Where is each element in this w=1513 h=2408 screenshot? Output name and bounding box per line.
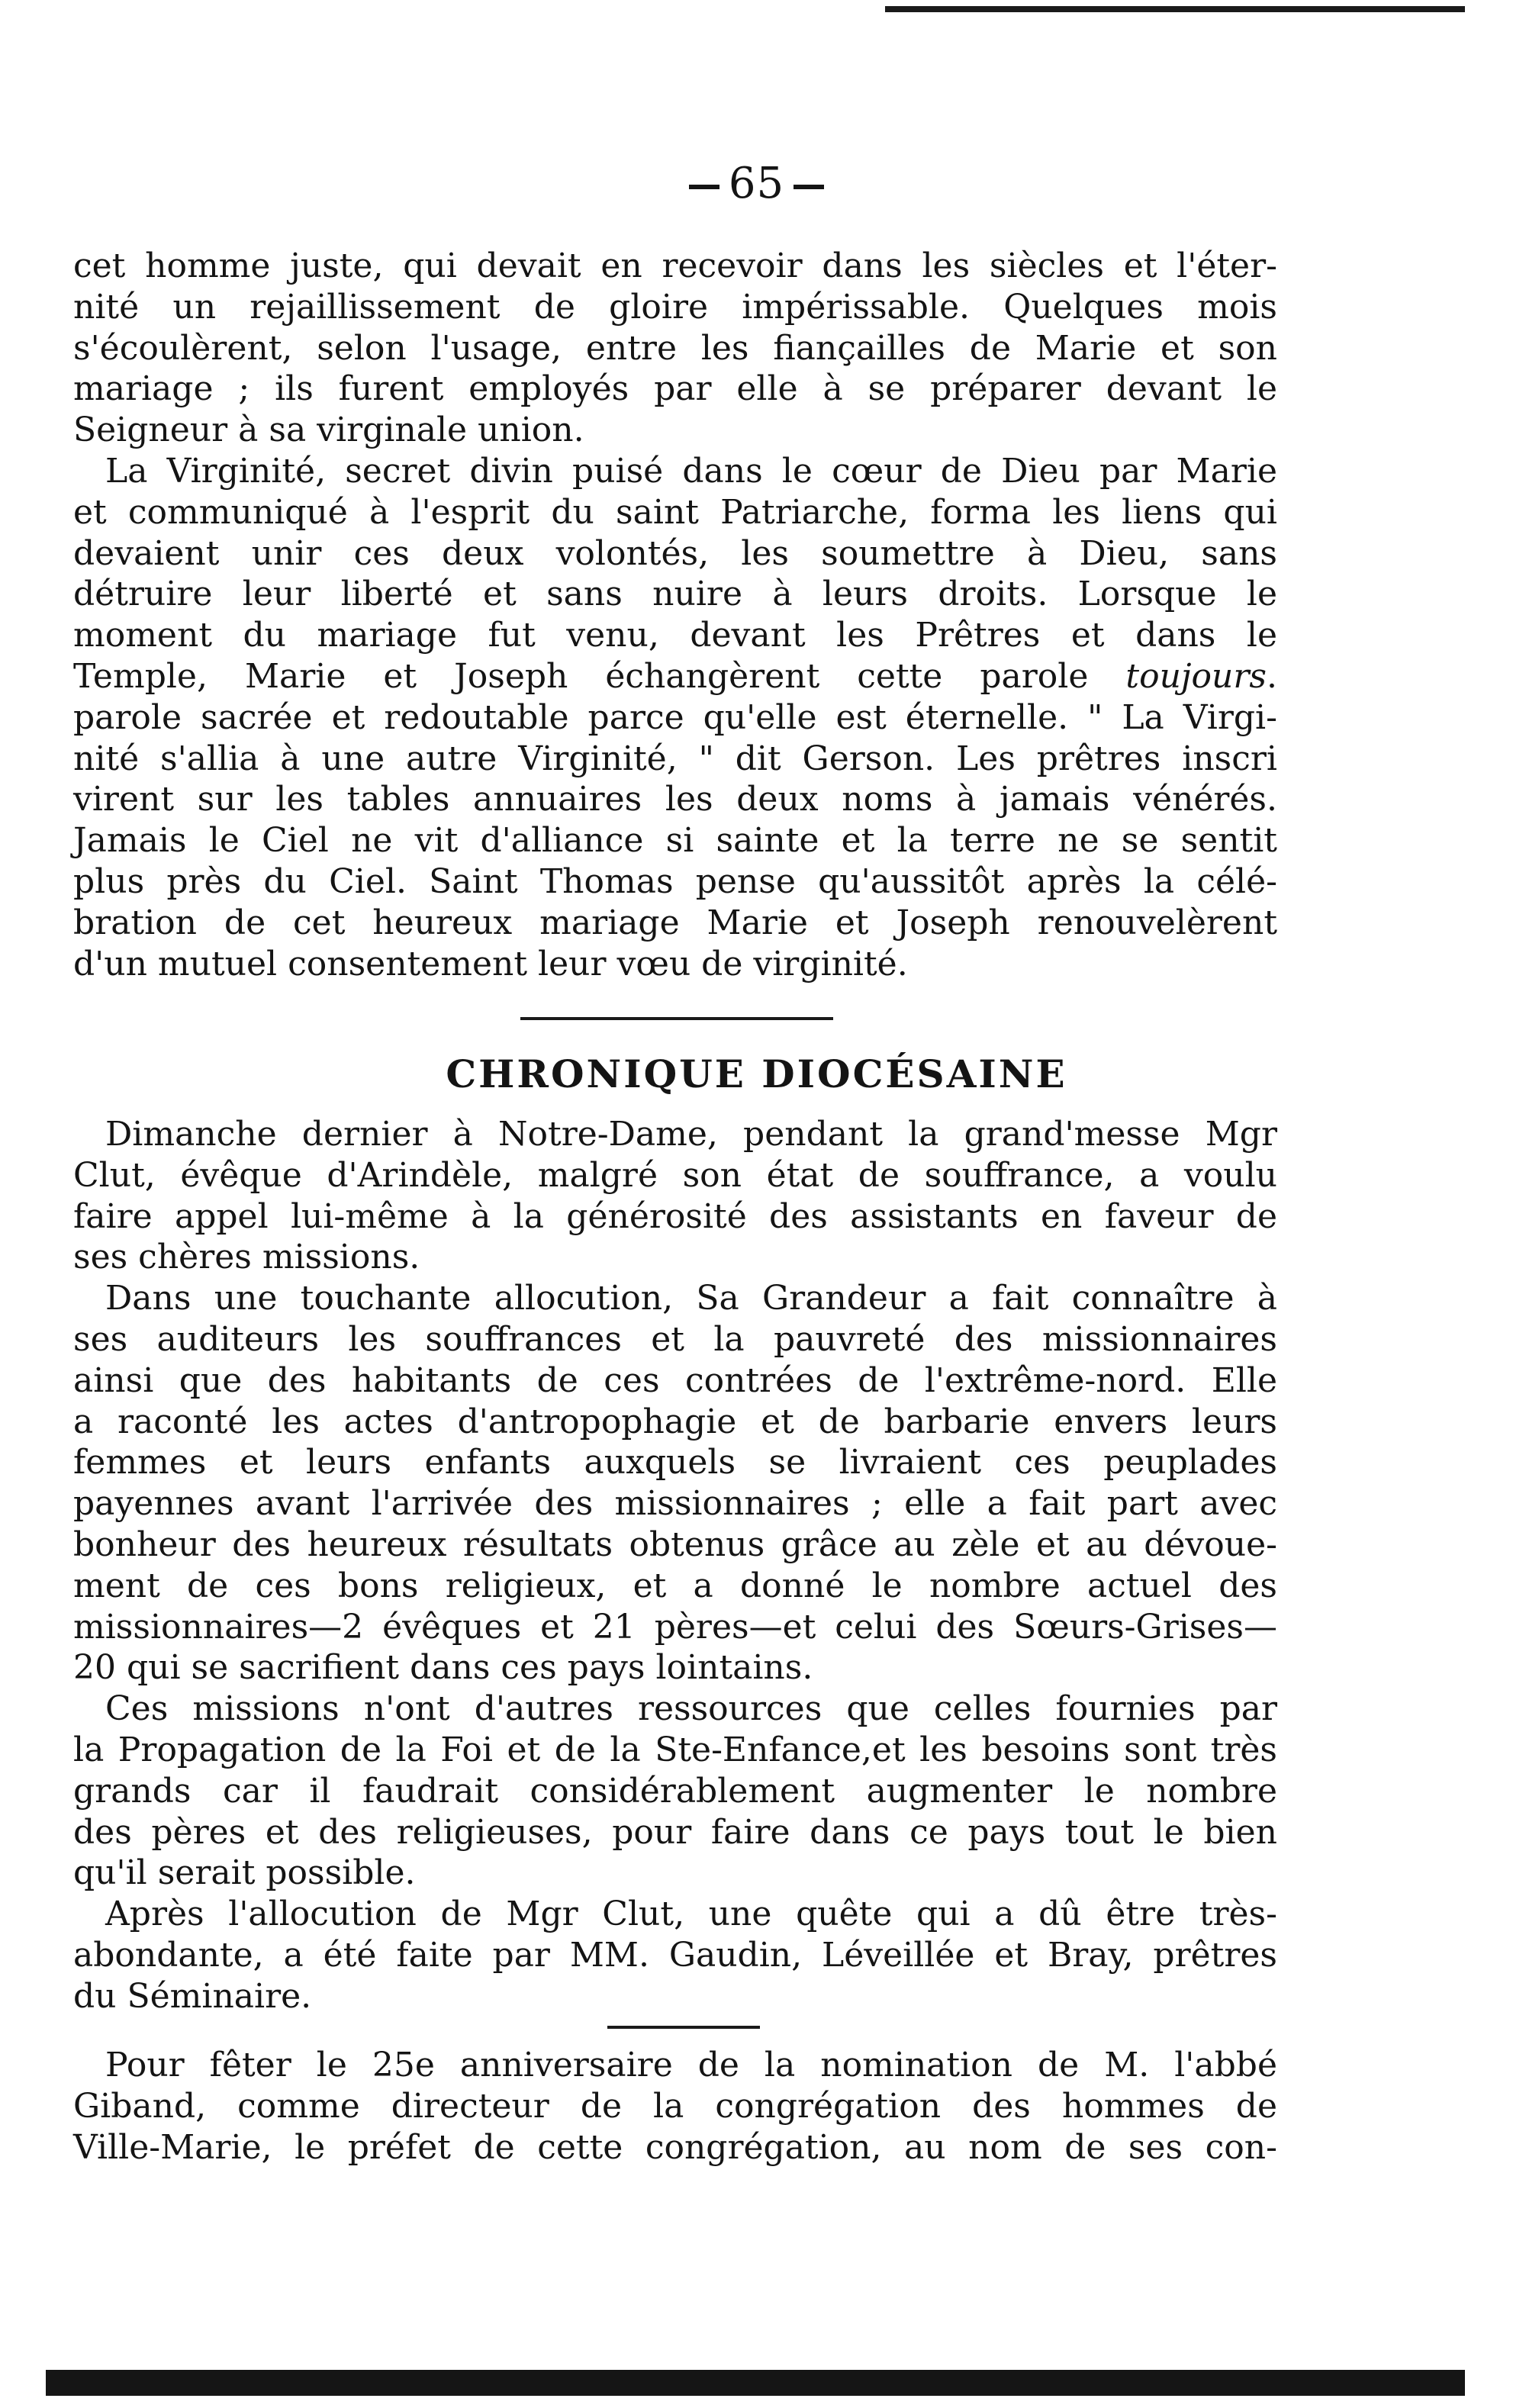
section1-text — [73, 246, 1277, 984]
text-line: Ville-Marie, le préfet de cette congrégation, au nom de ses con- — [73, 2127, 1277, 2167]
text-line-with-italic — [73, 656, 1277, 697]
text-line: Après l'allocution de Mgr Clut, une quête qui a dû être très- — [105, 1895, 1277, 1934]
text-line: ainsi que des habitants de ces contrées de l'extrême-nord. Elle — [73, 1360, 1277, 1400]
text-line: d'un mutuel consentement leur vœu de virginité. — [73, 944, 908, 983]
text-line: payennes avant l'arrivée des missionnaires ; elle a fait part avec — [73, 1484, 1277, 1524]
top-rule — [885, 6, 1465, 12]
section-heading: CHRONIQUE DIOCÉSAINE — [446, 1051, 1067, 1096]
text-line: des pères et des religieuses, pour faire dans ce pays tout le bien — [73, 1812, 1277, 1852]
text-line: Pour fêter le 25e anniversaire de la nomination de M. l'abbé — [105, 2046, 1277, 2084]
text-line: cet homme juste, qui devait en recevoir dans les siècles et l'éter- — [73, 246, 1277, 285]
text-line: 20 qui se sacrifient dans ces pays lointains. — [73, 1648, 813, 1688]
text-line: moment du mariage fut venu, devant les Prêtres et dans le — [73, 616, 1277, 655]
dash-left — [689, 185, 719, 189]
text-line: bration de cet heureux mariage Marie et Joseph renouvelèrent — [73, 903, 1277, 942]
section3-text — [73, 2045, 1277, 2168]
text-line: virent sur les tables annuaires les deux noms à jamais vénérés. — [73, 780, 1277, 819]
text-line: Ces missions n'ont d'autres ressources que celles fournies par — [105, 1689, 1277, 1729]
punctuation: . — [1267, 656, 1277, 696]
text-line: Seigneur à sa virginale union. — [73, 410, 584, 450]
text-line: la Propagation de la Foi et de la Ste-Enfance,et les besoins sont très — [73, 1730, 1277, 1769]
page-number — [0, 159, 1513, 208]
text-line: bonheur des heureux résultats obtenus grâce au zèle et au dévoue- — [73, 1524, 1277, 1564]
italic-word: toujours — [1125, 656, 1267, 696]
text-line: s'écoulèrent, selon l'usage, entre les fiançailles de Marie et son — [73, 328, 1277, 368]
bottom-rule — [46, 2370, 1465, 2396]
text-line: mariage ; ils furent employés par elle à se préparer devant le — [73, 369, 1277, 409]
text-line: parole sacrée et redoutable parce qu'elle est éternelle. " La Virgi- — [73, 697, 1277, 737]
text-line: Jamais le Ciel ne vit d'alliance si sainte et la terre ne se sentit — [73, 821, 1277, 861]
text-line: devaient unir ces deux volontés, les soumettre à Dieu, sans — [73, 533, 1277, 573]
text-line: faire appel lui-même à la générosité des assistants en faveur de — [73, 1196, 1277, 1236]
short-separator — [607, 2026, 760, 2029]
text-line: ses auditeurs les souffrances et la pauvreté des missionnaires — [73, 1319, 1277, 1359]
text-line: ses chères missions. — [73, 1238, 420, 1277]
text-segment: Temple, Marie et Joseph échangèrent cette parole — [73, 656, 1126, 696]
text-line: missionnaires—2 évêques et 21 pères—et celui des Sœurs-Grises— — [73, 1607, 1277, 1647]
text-line: Clut, évêque d'Arindèle, malgré son état de souffrance, a voulu — [73, 1155, 1277, 1195]
section-separator — [520, 1017, 833, 1020]
text-line: et communiqué à l'esprit du saint Patriarche, forma les liens qui — [73, 492, 1277, 532]
text-line: femmes et leurs enfants auxquels se livraient ces peuplades — [73, 1443, 1277, 1482]
text-line: plus près du Ciel. Saint Thomas pense qu'aussitôt après la célé- — [73, 861, 1277, 901]
text-line: Dans une touchante allocution, Sa Grandeur a fait connaître à — [105, 1279, 1277, 1318]
page-number-value: 65 — [728, 159, 785, 208]
text-line: ment de ces bons religieux, et a donné le nombre actuel des — [73, 1566, 1277, 1605]
text-line: La Virginité, secret divin puisé dans le cœur de Dieu par Marie — [105, 451, 1277, 491]
text-line: a raconté les actes d'antropophagie et de barbarie envers leurs — [73, 1402, 1277, 1441]
section2-text — [73, 1114, 1277, 2017]
text-line: abondante, a été faite par MM. Gaudin, Léveillée et Bray, prêtres — [73, 1935, 1277, 1975]
text-line: Giband, comme directeur de la congrégation des hommes de — [73, 2086, 1277, 2126]
text-line: du Séminaire. — [73, 1976, 312, 2016]
text-line: nité s'allia à une autre Virginité, " dit Gerson. Les prêtres inscri — [73, 739, 1277, 778]
text-line: grands car il faudrait considérablement augmenter le nombre — [73, 1771, 1277, 1811]
dash-right — [794, 185, 824, 189]
text-line: détruire leur liberté et sans nuire à leurs droits. Lorsque le — [73, 575, 1277, 614]
text-line: qu'il serait possible. — [73, 1853, 416, 1893]
text-line: Dimanche dernier à Notre-Dame, pendant la grand'messe Mgr — [105, 1115, 1277, 1154]
text-line: nité un rejaillissement de gloire impérissable. Quelques mois — [73, 287, 1277, 327]
